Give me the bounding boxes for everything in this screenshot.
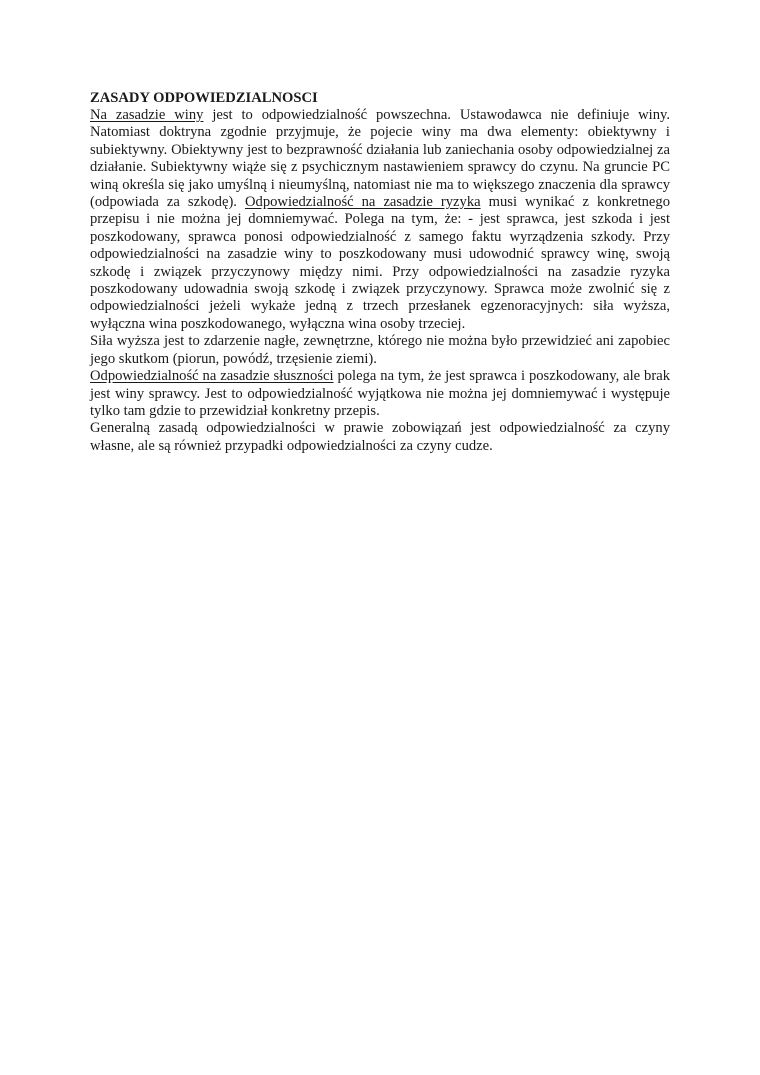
term-risk: Odpowiedzialność na zasadzie ryzyka — [244, 194, 481, 211]
paragraph-text: jest to odpowiedzialność powszechna. Ustawodawca nie definiuje winy. Natomiast doktryna zgodnie przyjmuje, że pojecie winy ma dwa elementy: obiektywny i subiektywny. Obiektywny jest to bezprawność działania lub zaniechania osoby odpowiedzialnej za działanie. Subiektywny wiąże się z psychicznym nastawieniem sprawcy do czynu. Na gruncie PC winą określa się jako umyślną i nieumyślną, natomiast nie ma to większego znaczenia dla sprawcy (odpowiada za szkodę). — [90, 107, 670, 211]
document-title: ZASADY ODPOWIEDZIALNOSCI — [90, 90, 318, 106]
term-equity: Odpowiedzialność na zasadzie słuszności — [90, 368, 334, 385]
document-page — [90, 90, 670, 455]
paragraph-text: musi wynikać z konkretnego przepisu i nie można jej domniemywać. Polega na tym, że: - jest sprawca, jest szkoda i jest poszkodowany, sprawca ponosi odpowiedzialność z samego faktu wyrządzenia szkody. Przy odpowiedzialności na zasadzie winy to poszkodowany musi udowodnić sprawcy winę, swoją szkodę i związek przyczynowy między nimi. Przy odpowiedzialności na zasadzie ryzyka poszkodowany udowadnia swoją szkodę i związek przyczynowy. Sprawca może zwolnić się z odpowiedzialności jeżeli wykaże jedną z trzech przesłanek egzenoracyjnych: siła wyższa, wyłączna wina poszkodowanego, wyłączna wina osoby trzeciej. — [90, 194, 670, 332]
paragraph-equity — [90, 368, 670, 420]
term-fault: Na zasadzie winy — [90, 107, 204, 123]
paragraph-text: polega na tym, że jest sprawca i poszkodowany, ale brak jest winy sprawcy. Jest to odpowiedzialność wyjątkowa nie można jej domniemywać i występuje tylko tam gdzie to przewidział konkretny przepis. — [90, 368, 670, 419]
paragraph-general-rule: Generalną zasadą odpowiedzialności w prawie zobowiązań jest odpowiedzialność za czyny własne, ale są również przypadki odpowiedzialności za czyny cudze. — [90, 420, 670, 454]
paragraph-force-majeure: Siła wyższa jest to zdarzenie nagłe, zewnętrzne, którego nie można było przewidzieć ani zapobiec jego skutkom (piorun, powódź, trzęsienie ziemi). — [90, 333, 670, 367]
paragraph-fault-and-risk — [90, 107, 670, 333]
